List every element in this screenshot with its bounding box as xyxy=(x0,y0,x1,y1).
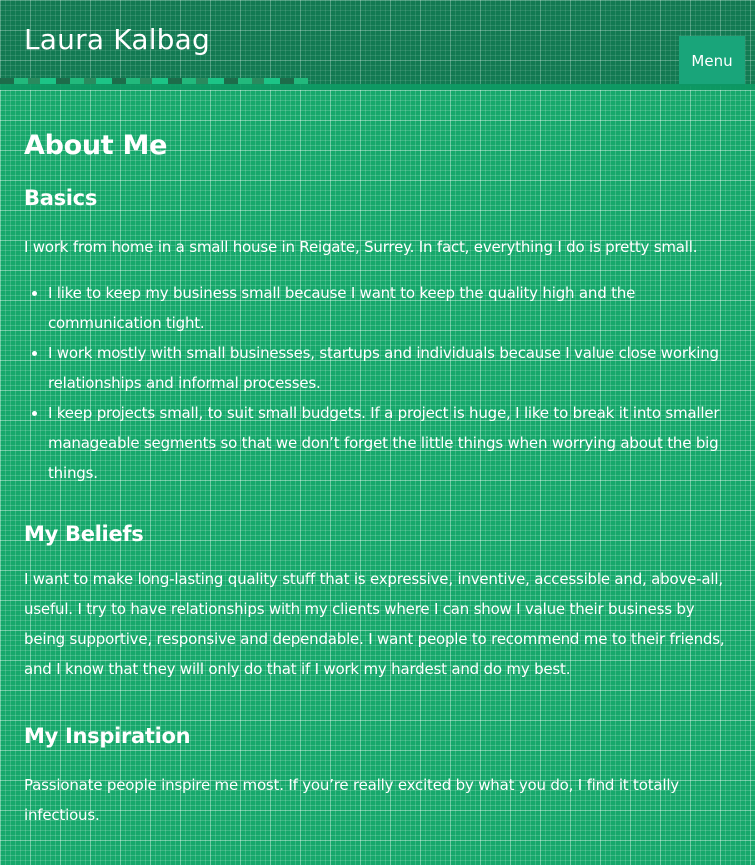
section-beliefs xyxy=(24,520,731,684)
section-body-inspiration: Passionate people inspire me most. If you’re really excited by what you do, I find it totally infectious. xyxy=(24,776,679,824)
section-heading-basics: Basics xyxy=(24,186,98,210)
list-item: • I like to keep my business small because I want to keep the quality high and the communication tight. xyxy=(48,278,731,338)
section-heading-beliefs: My Beliefs xyxy=(24,522,144,546)
basics-list xyxy=(24,278,731,488)
section-body-beliefs: I want to make long-lasting quality stuff that is expressive, inventive, accessible and, above-all, useful. I try to have relationships with my clients where I can show I value their business by being supportive, responsive and dependable. I want people to recommend me to their friends, and I know that they will only do that if I work my hardest and do my best. xyxy=(24,570,725,678)
header-divider xyxy=(0,84,755,90)
menu-button[interactable]: Menu xyxy=(679,36,745,86)
section-intro-basics: I work from home in a small house in Reigate, Surrey. In fact, everything I do is pretty small. xyxy=(24,238,698,256)
section-heading-inspiration: My Inspiration xyxy=(24,724,191,748)
page-title: About Me xyxy=(24,130,168,161)
list-item: • I work mostly with small businesses, startups and individuals because I value close working relationships and informal processes. xyxy=(48,338,731,398)
site-header xyxy=(0,0,755,84)
site-title[interactable]: Laura Kalbag xyxy=(24,23,210,56)
section-basics xyxy=(24,184,731,488)
list-item: • I keep projects small, to suit small budgets. If a project is huge, I like to break it into smaller manageable segments so that we don’t forget the little things when worrying about the big things. xyxy=(48,398,731,488)
section-inspiration xyxy=(24,722,731,830)
main-content xyxy=(0,84,755,830)
